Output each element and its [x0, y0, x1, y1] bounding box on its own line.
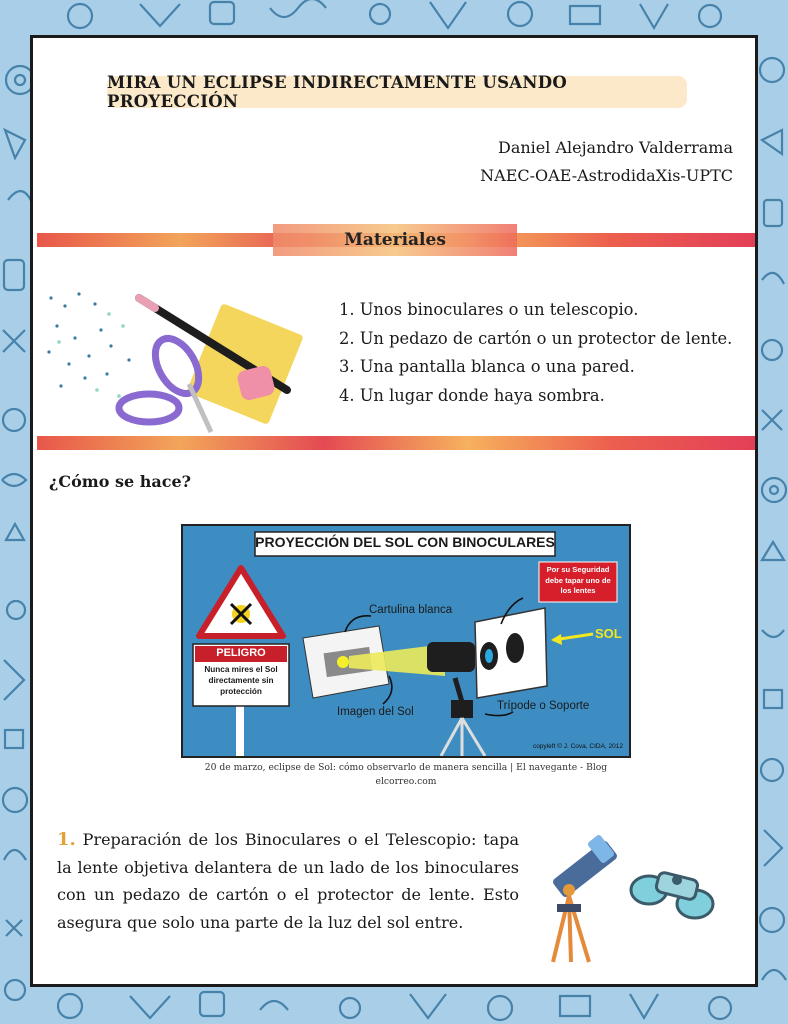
author-affiliation: NAEC-OAE-AstrodidaXis-UPTC: [480, 166, 733, 185]
warning-line: Nunca mires el Sol: [204, 665, 278, 674]
material-item: 1. Unos binoculares o un telescopio.: [339, 300, 639, 319]
step-text: Preparación de los Binoculares o el Telescopio: tapa la lente objetiva delantera de un lado de los binoculares con un pedazo de cartón o el protector de lente. Esto asegura que solo una parte de la luz del sol entre.: [57, 830, 519, 932]
step-number: 1.: [57, 829, 76, 850]
caption-line: 20 de marzo, eclipse de Sol: cómo observarlo de manera sencilla | El navegante - Blog: [204, 762, 608, 773]
watercolor-band-bottom: [37, 436, 755, 450]
material-item: 4. Un lugar donde haya sombra.: [339, 385, 605, 405]
author-name: Daniel Alejandro Valderrama: [497, 138, 733, 157]
warning-text: [193, 664, 289, 697]
image-label: Imagen del Sol: [337, 706, 414, 718]
how-to-heading: ¿Cómo se hace?: [49, 472, 192, 491]
safety-line: debe tapar uno de: [545, 575, 611, 585]
diagram-title: PROYECCIÓN DEL SOL CON BINOCULARES: [255, 534, 555, 550]
card-label: Cartulina blanca: [369, 604, 453, 616]
diagram-copyright: copyleft © J. Cova, CIDA, 2012: [532, 743, 623, 750]
tripod-label: Trípode o Soporte: [497, 700, 590, 712]
stationery-illustration: [39, 286, 319, 436]
telescope-binoculars-illustration: [531, 830, 721, 970]
materials-list: [339, 296, 732, 410]
figure-caption: [193, 761, 619, 789]
safety-line: Por su Seguridad: [546, 565, 610, 574]
warning-title: PELIGRO: [216, 647, 266, 659]
step-1: [57, 826, 519, 936]
material-item: 2. Un pedazo de cartón o un protector de lente.: [339, 328, 733, 348]
author-block: [480, 134, 733, 190]
sun-label: SOL: [595, 626, 622, 641]
document-page: [30, 35, 758, 987]
caption-line: elcorreo.com: [375, 776, 437, 787]
warning-line: directamente sin: [208, 676, 274, 685]
warning-line: protección: [220, 687, 262, 696]
projection-diagram: [181, 524, 631, 758]
materiales-heading: Materiales: [344, 230, 446, 250]
safety-note: [539, 565, 617, 597]
material-item: 3. Una pantalla blanca o una pared.: [339, 357, 635, 376]
safety-line: los lentes: [560, 586, 596, 595]
document-title: MIRA UN ECLIPSE INDIRECTAMENTE USANDO PROYECCIÓN: [107, 76, 687, 108]
